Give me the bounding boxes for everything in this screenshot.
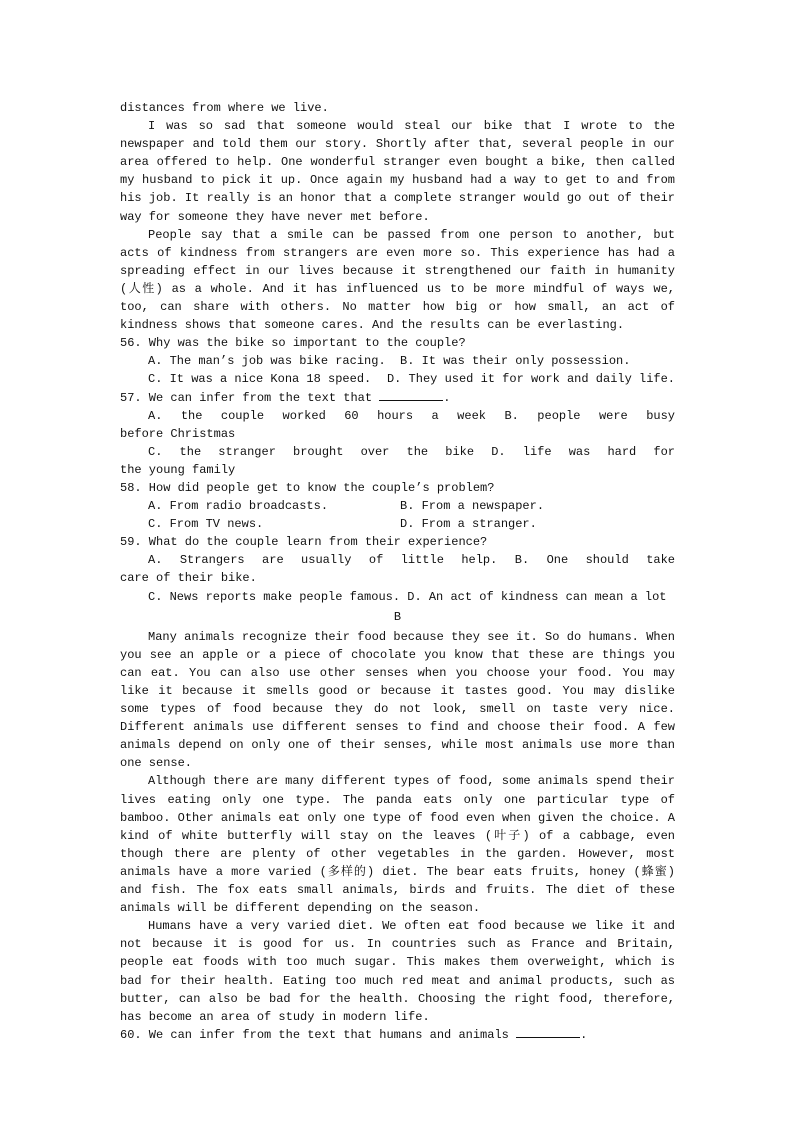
answer-blank-57: [379, 389, 443, 401]
option-58-a: A. From radio broadcasts.: [148, 499, 329, 514]
option-59-b-continued: care of their bike.: [120, 571, 257, 586]
option-56-b: B. It was their only possession.: [400, 354, 631, 369]
option-57-b: B. people were busy: [504, 408, 676, 423]
passage-b-paragraph-2: Although there are many different types of food, some animals spend their lives eating only one type. The panda eats only one particular type of bamboo. Other animals eat only one type of food even when given the choice. A kind of white butterfly will stay on the leaves (叶子) of a cabbage, even though there are plenty of other vegetables in the garden. However, most animals have a more varied (多样的) diet. The bear eats fruits, honey (蜂蜜) and fish. The fox eats small animals, birds and fruits. The diet of these animals will be different depending on the season.: [120, 774, 675, 916]
option-56-a: A. The man’s job was bike racing.: [148, 354, 386, 369]
document-page: [120, 99, 675, 1044]
passage-b-paragraph-3: Humans have a very varied diet. We often eat food because we like it and not because it is good for us. In countries such as France and Britain, people eat foods with too much sugar. This makes them overweight, which is bad for their health. Eating too much red meat and animal products, such as butter, can also be bad for the health. Choosing the right food, therefore, has become an area of study in modern life.: [120, 919, 675, 1024]
question-60-end: .: [580, 1027, 588, 1042]
question-57-end: .: [443, 390, 451, 405]
option-59-a: A. Strangers are usually of little help.: [148, 553, 498, 568]
question-59-options-cd: [120, 588, 675, 606]
question-58-options-ab: [120, 497, 675, 515]
passage-a-paragraph-2: People say that a smile can be passed from one person to another, but acts of kindness from strangers are even more so. This experience has had a spreading effect in our lives because it strengthened our faith in humanity (人性) as a whole. And it has influenced us to be more mindful of ways we, too, can share with others. No matter how big or how small, an act of kindness shows that someone cares. And the results can be everlasting.: [120, 227, 675, 333]
question-56-options-cd: [120, 370, 675, 388]
passage-a-line0: distances from where we live.: [120, 101, 329, 115]
passage-a-paragraph-1: I was so sad that someone would steal our bike that I wrote to the newspaper and told them our story. Shortly after that, several people in our area offered to help. One wonderful stranger even bought a bike, then called my husband to pick it up. Once again my husband had a way to get to and from his job. It really is an honor that a complete stranger would go out of their way for someone they have never met before.: [120, 119, 675, 224]
option-58-c: C. From TV news.: [148, 517, 264, 532]
option-57-b-continued: before Christmas: [120, 426, 236, 441]
question-59-stem: 59. What do the couple learn from their experience?: [120, 535, 488, 550]
passage-b-paragraph-1: Many animals recognize their food because they see it. So do humans. When you see an apple or a piece of chocolate you know that these are things you can eat. You can also use other senses when you choose your food. You may like it because it smells good or because it tastes good. You may dislike some types of food because they do not look, smell on taste very nice. Different animals use different senses to find and choose their food. A few animals depend on only one of their senses, while most animals use more than one sense.: [120, 629, 675, 771]
question-58-stem: 58. How did people get to know the couple’s problem?: [120, 480, 495, 495]
option-57-d-continued: the young family: [120, 462, 236, 477]
question-56-stem: 56. Why was the bike so important to the couple?: [120, 336, 466, 351]
question-56-options-ab: [120, 352, 675, 370]
question-59-options-ab: [120, 551, 675, 569]
question-58-options-cd: [120, 515, 675, 533]
option-56-d: D. They used it for work and daily life.: [386, 372, 675, 387]
option-56-c: C. It was a nice Kona 18 speed.: [148, 372, 372, 387]
question-60-stem: 60. We can infer from the text that humans and animals: [120, 1027, 509, 1042]
question-57-options-cd: [120, 443, 675, 461]
option-57-a: A. the couple worked 60 hours a week: [148, 408, 486, 423]
option-58-d: D. From a stranger.: [400, 517, 537, 532]
question-57-stem-line: [120, 389, 675, 407]
section-heading-b: B: [393, 609, 402, 624]
question-57-options-ab: [120, 407, 675, 425]
question-57-stem: 57. We can infer from the text that: [120, 390, 373, 405]
option-59-b: B. One should take: [514, 553, 676, 568]
question-60-stem-line: [120, 1026, 675, 1044]
answer-blank-60: [516, 1026, 580, 1038]
option-57-d: D. life was hard for: [491, 444, 675, 459]
option-58-b: B. From a newspaper.: [400, 499, 545, 514]
option-59-cd: C. News reports make people famous. D. An act of kindness can mean a lot: [148, 589, 667, 604]
option-57-c: C. the stranger brought over the bike: [148, 444, 475, 459]
